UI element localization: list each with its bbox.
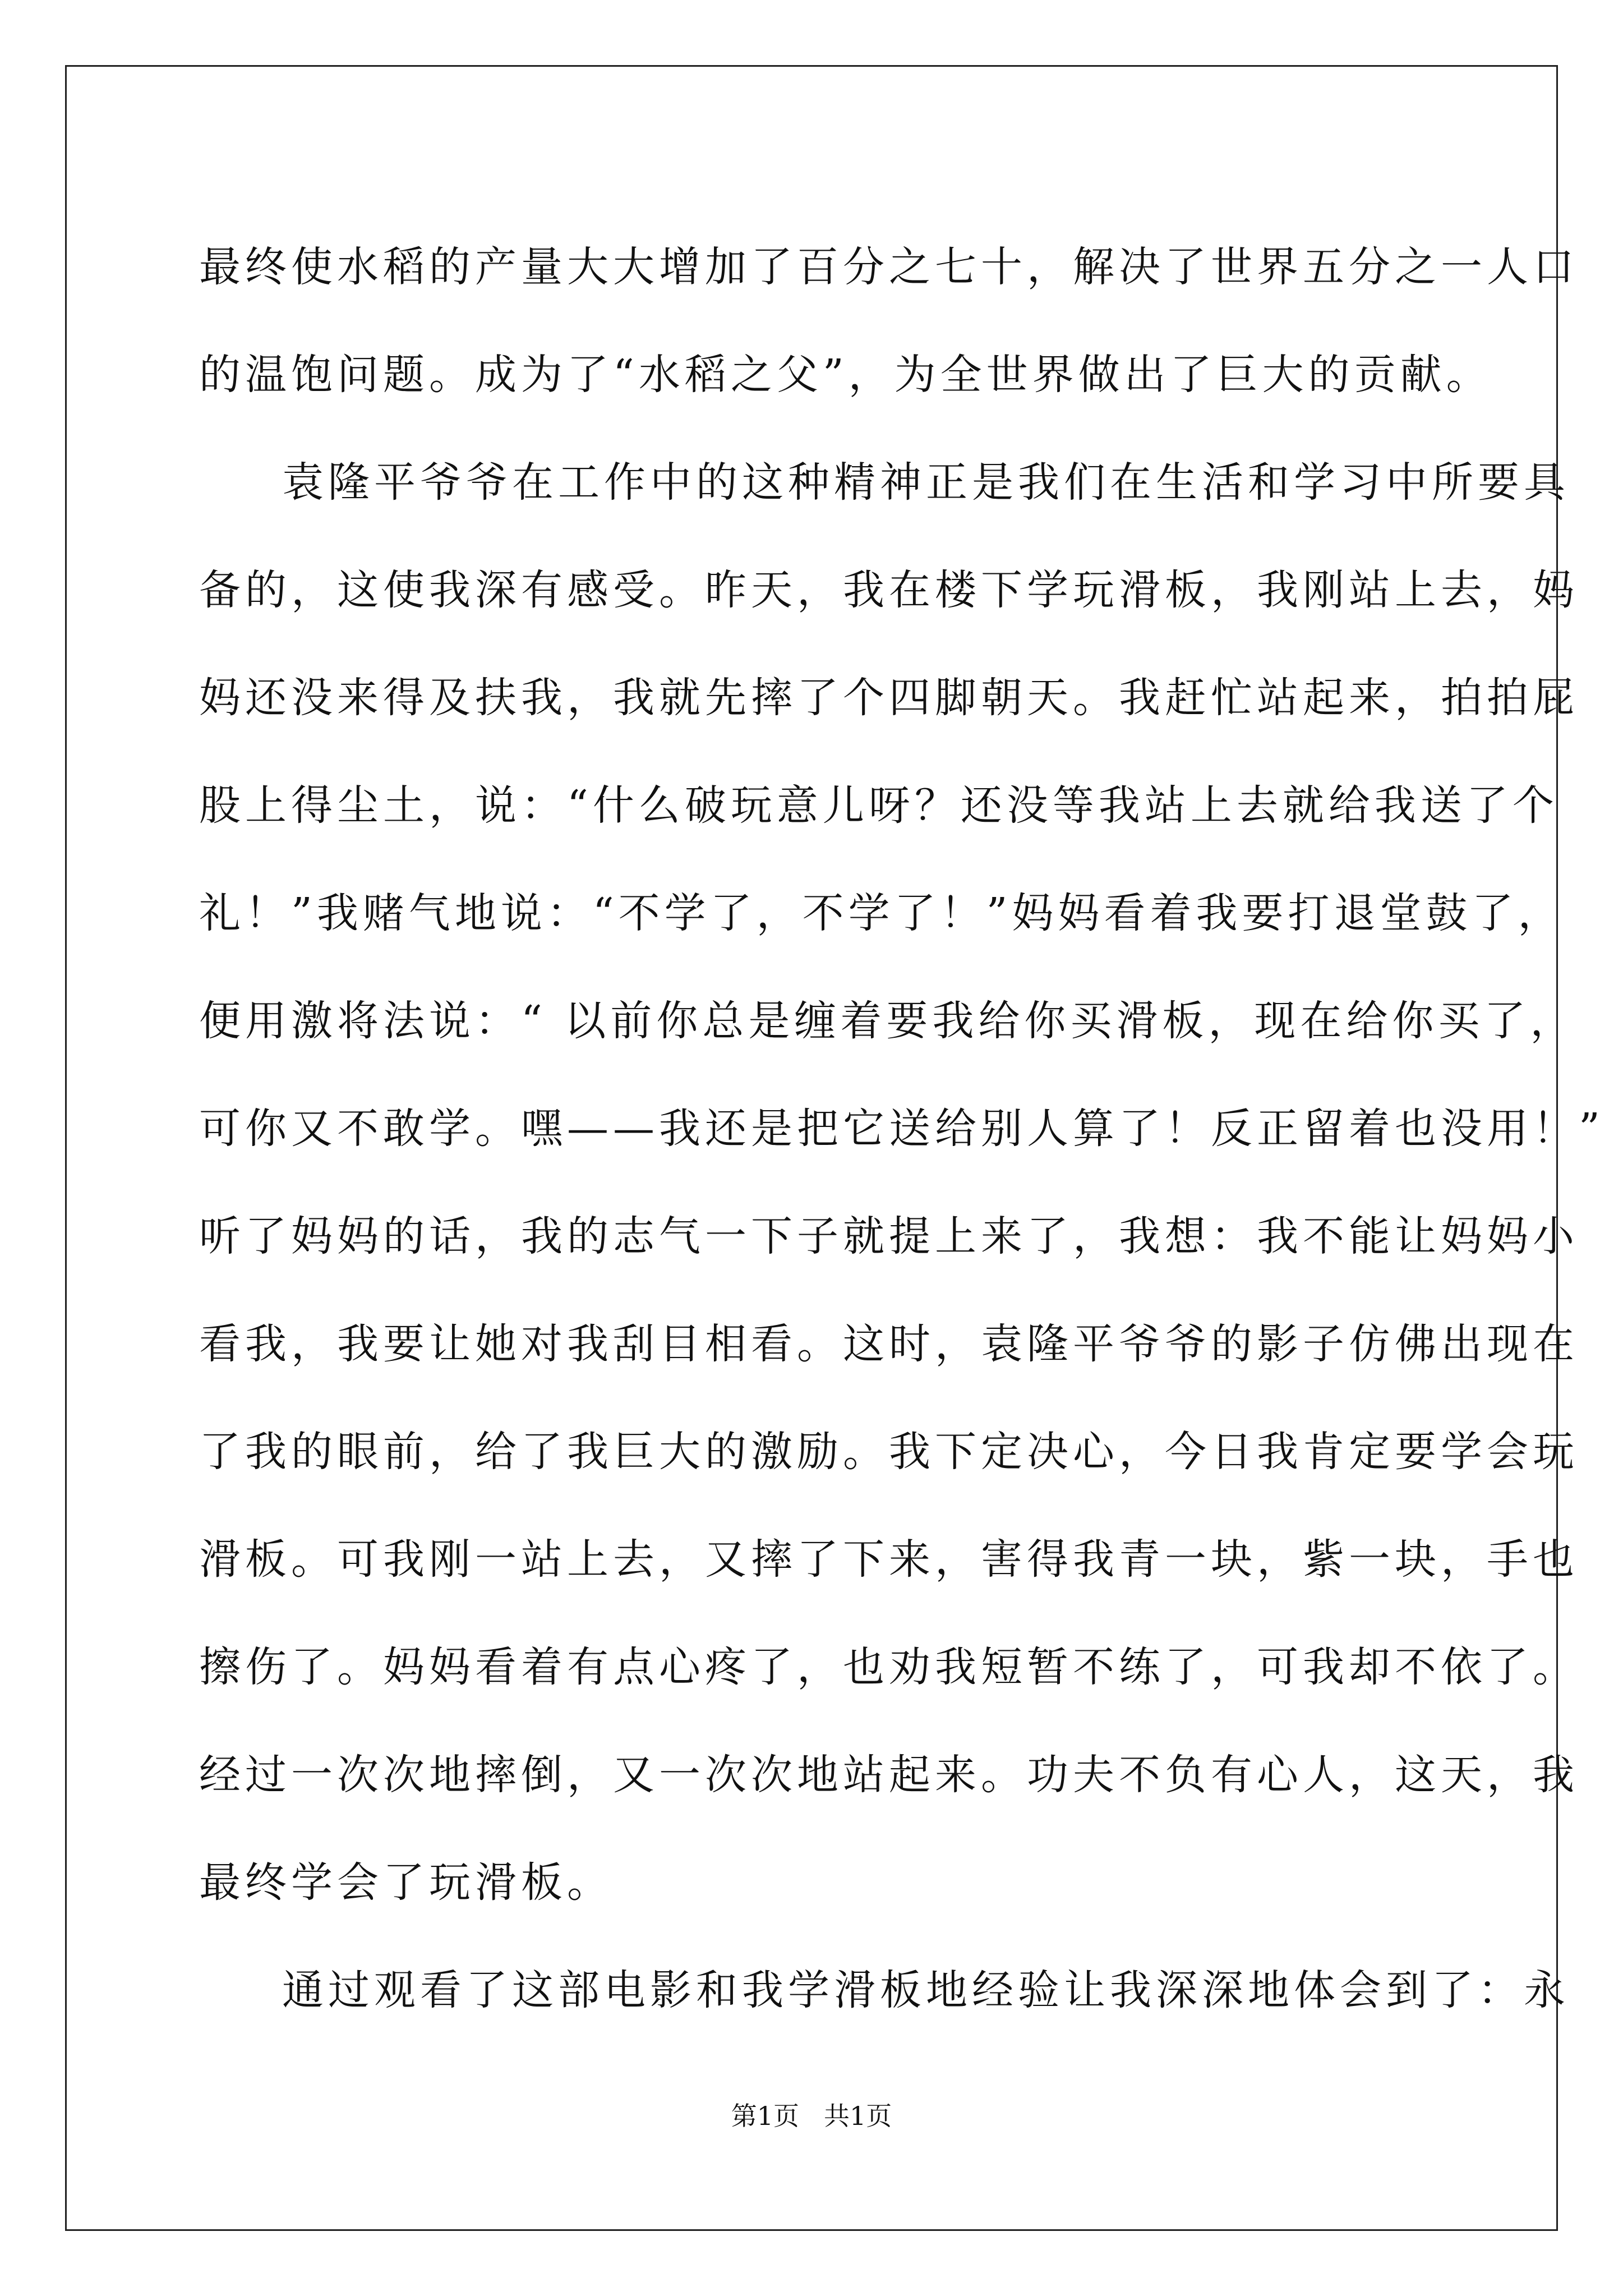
text-line: 礼！”我赌气地说：“不学了，不学了！”妈妈看着我要打退堂鼓了， xyxy=(199,889,1564,937)
paragraph-start-line: 袁隆平爷爷在工作中的这种精神正是我们在生活和学习中所要具 xyxy=(282,458,1570,507)
text-line: 最终学会了玩滑板。 xyxy=(199,1858,613,1907)
text-line: 看我，我要让她对我刮目相看。这时，袁隆平爷爷的影子仿佛出现在 xyxy=(199,1320,1579,1368)
text-line: 妈还没来得及扶我，我就先摔了个四脚朝天。我赶忙站起来，拍拍屁 xyxy=(199,674,1579,722)
page-footer xyxy=(0,2099,1623,2133)
page-number: 第1页 xyxy=(731,2101,800,2131)
text-line: 可你又不敢学。嘿——我还是把它送给别人算了！反正留着也没用！” xyxy=(199,1105,1604,1153)
text-line: 经过一次次地摔倒，又一次次地站起来。功夫不负有心人，这天，我 xyxy=(199,1751,1579,1799)
text-line: 便用激将法说：“ 以前你总是缠着要我给你买滑板，现在给你买了， xyxy=(199,997,1576,1045)
text-line: 擦伤了。妈妈看着有点心疼了，也劝我短暂不练了，可我却不依了。 xyxy=(199,1643,1579,1691)
document-body xyxy=(199,213,1604,2044)
text-line: 滑板。可我刚一站上去，又摔了下来，害得我青一块，紫一块，手也 xyxy=(199,1535,1579,1584)
text-line: 备的，这使我深有感受。昨天，我在楼下学玩滑板，我刚站上去，妈 xyxy=(199,566,1579,614)
text-line: 最终使水稻的产量大大增加了百分之七十，解决了世界五分之一人口 xyxy=(199,243,1579,291)
text-line: 听了妈妈的话，我的志气一下子就提上来了，我想：我不能让妈妈小 xyxy=(199,1212,1579,1260)
text-line: 了我的眼前，给了我巨大的激励。我下定决心，今日我肯定要学会玩 xyxy=(199,1428,1579,1476)
text-line: 的温饱问题。成为了“水稻之父”，为全世界做出了巨大的贡献。 xyxy=(199,351,1492,399)
page-total: 共1页 xyxy=(823,2101,892,2131)
paragraph-start-line: 通过观看了这部电影和我学滑板地经验让我深深地体会到了：永 xyxy=(282,1966,1570,2014)
text-line: 股上得尘土，说：“什么破玩意儿呀？还没等我站上去就给我送了个 xyxy=(199,781,1559,830)
